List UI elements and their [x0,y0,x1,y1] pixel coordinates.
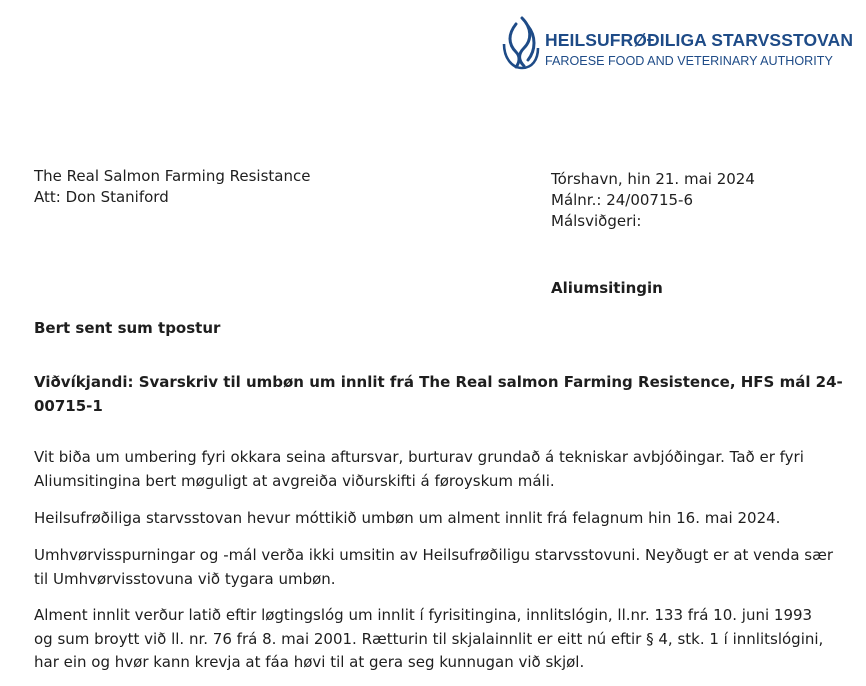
body-paragraph-4: Alment innlit verður latið eftir løgtingslóg um innlit í fyrisitingina, innlitslógin, ll.nr. 133 frá 10. juni 1993 og sum broytt við ll. nr. 76 frá 8. mai 2001. Rætturin til skjalainnlit er eitt nú eftir § 4, stk. 1 í innlitslógini, har ein og hvør kann krevja at fáa høvi til at gera seg kunnugan við skjøl. [34,606,824,671]
department: Aliumsitingin [551,279,663,297]
org-subtitle: FAROESE FOOD AND VETERINARY AUTHORITY [545,54,833,68]
case-number: Málnr.: 24/00715-6 [551,191,694,209]
body-paragraph-1: Vit biða um umbering fyri okkara seina aftursvar, burturav grundað á tekniskar avbjóðingar. Tað er fyri Aliumsitingina bert møguligt at avgreiða viðurskifti á føroyskum máli. [34,448,804,490]
subject-line-1: Viðvíkjandi: Svarskriv til umbøn um innlit frá The Real salmon Farming Resistence, HFS mál 24- [34,373,843,391]
delivery-note: Bert sent sum tpostur [34,319,221,337]
fish-flame-logo-icon [498,14,540,70]
case-handler: Málsviðgeri: [551,212,642,230]
org-name: HEILSUFRØÐILIGA STARVSSTOVAN [545,30,854,50]
recipient-attention: Att: Don Staniford [34,188,169,206]
place-date: Tórshavn, hin 21. mai 2024 [551,170,755,188]
body-paragraph-2: Heilsufrøðiliga starvsstovan hevur móttikið umbøn um alment innlit frá felagnum hin 16. mai 2024. [34,509,781,527]
body-paragraph-3: Umhvørvisspurningar og -mál verða ikki umsitin av Heilsufrøðiligu starvsstovuni. Neyðugt er at venda sær til Umhvørvisstovuna við tygara umbøn. [34,546,833,588]
subject-line-2: 00715-1 [34,397,103,415]
recipient-name: The Real Salmon Farming Resistance [34,167,311,185]
